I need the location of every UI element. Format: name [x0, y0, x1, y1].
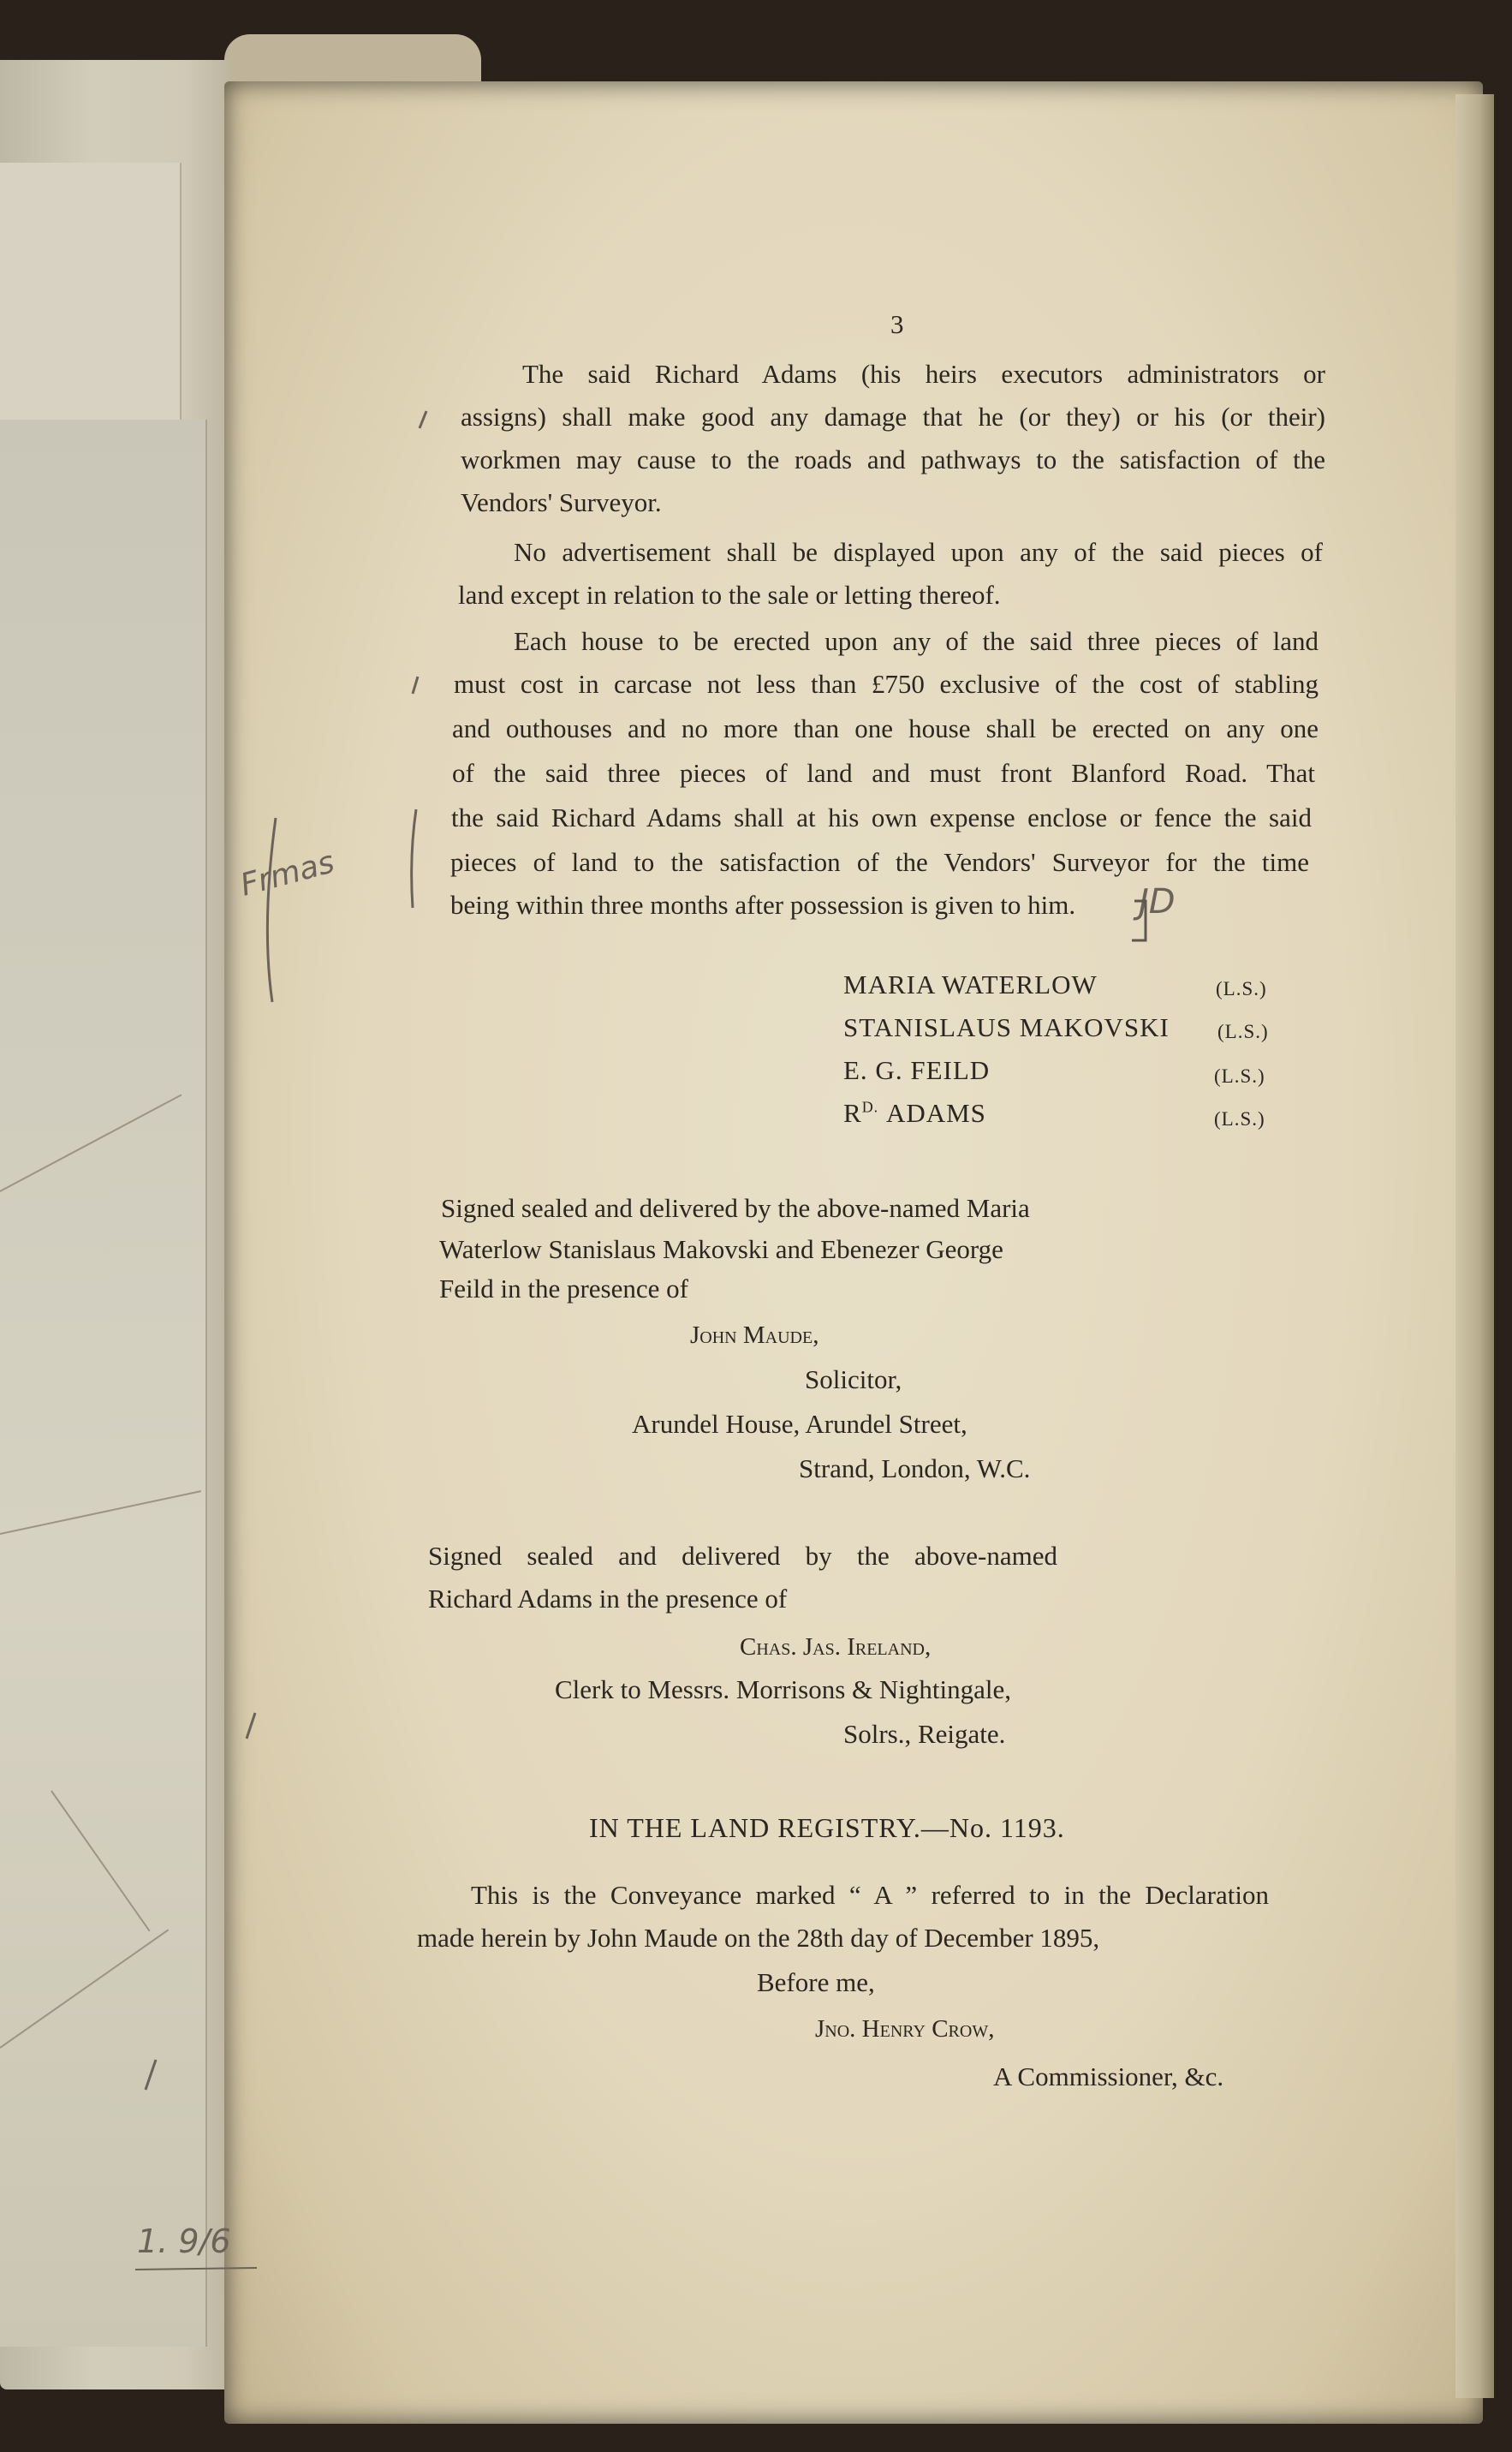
handwritten-initials: JD: [1139, 882, 1176, 922]
tick-mark: [247, 1713, 255, 1739]
body-line: pieces of land to the satisfaction of the Vendors' Surveyor for the time: [450, 847, 1309, 877]
body-line: assigns) shall make good any damage that he (or they) or his (or their): [461, 402, 1325, 432]
witness-line: Signed sealed and delivered by the above-named: [428, 1541, 1057, 1571]
body-line: of the said three pieces of land and must front Blanford Road. That: [452, 758, 1315, 788]
witness-name: Chas. Jas. Ireland,: [740, 1633, 932, 1661]
registry-line: This is the Conveyance marked “ A ” referred to in the Declaration: [471, 1880, 1269, 1910]
signatory-name: STANISLAUS MAKOVSKI: [843, 1012, 1170, 1042]
body-line: workmen may cause to the roads and pathways to the satisfaction of the: [461, 444, 1325, 474]
seal-mark: (L.S.): [1216, 978, 1267, 999]
margin-line: [267, 818, 276, 1002]
registry-before: Before me,: [757, 1967, 875, 1997]
margin-bracket: [412, 809, 416, 908]
body-line: Each house to be erected upon any of the said three pieces of land: [514, 626, 1319, 656]
witness-address: Strand, London, W.C.: [799, 1453, 1031, 1483]
body-line: Vendors' Surveyor.: [461, 487, 662, 517]
body-line: the said Richard Adams shall at his own expense enclose or fence the said: [451, 802, 1312, 832]
signatory-name: E. G. FEILD: [843, 1055, 991, 1085]
page-number: 3: [890, 309, 904, 339]
name-main: ADAMS: [885, 1098, 986, 1128]
body-line: must cost in carcase not less than £750 exclusive of the cost of stabling: [454, 669, 1319, 699]
margin-handwriting: Frmas: [236, 844, 338, 904]
body-line: being within three months after possession is given to him.: [450, 890, 1076, 920]
witness-role: Clerk to Messrs. Morrisons & Nightingale,: [555, 1674, 1011, 1704]
registry-line: made herein by John Maude on the 28th day of December 1895,: [417, 1923, 1100, 1953]
seal-mark: (L.S.): [1214, 1065, 1265, 1087]
underline-mark: [135, 2268, 257, 2270]
witness-address: Arundel House, Arundel Street,: [632, 1409, 967, 1439]
signatory-name: MARIA WATERLOW: [843, 969, 1098, 999]
witness-name: John Maude,: [690, 1321, 819, 1349]
registry-heading: IN THE LAND REGISTRY.—No. 1193.: [589, 1812, 1065, 1843]
name-superscript: D.: [861, 1098, 879, 1116]
witness-role: Solicitor,: [805, 1364, 902, 1394]
bottom-handwritten-note: 1. 9/6: [137, 2222, 231, 2260]
commissioner-name: Jno. Henry Crow,: [815, 2015, 995, 2043]
seal-mark: (L.S.): [1217, 1021, 1269, 1042]
commissioner-title: A Commissioner, &c.: [993, 2061, 1224, 2091]
tick-mark: [420, 411, 426, 428]
witness-line: Waterlow Stanislaus Makovski and Ebenezer George: [439, 1234, 1003, 1264]
body-line: land except in relation to the sale or letting thereof.: [458, 580, 1001, 610]
bracket-mark: [1132, 901, 1146, 940]
tick-mark: [413, 677, 418, 694]
body-line: No advertisement shall be displayed upon any of the said pieces of: [514, 537, 1323, 567]
witness-line: Richard Adams in the presence of: [428, 1584, 788, 1614]
tick-mark: [146, 2060, 156, 2090]
witness-line: Signed sealed and delivered by the above-named Maria: [441, 1193, 1030, 1223]
body-line: and outhouses and no more than one house shall be erected on any one: [452, 713, 1319, 743]
witness-address: Solrs., Reigate.: [843, 1719, 1006, 1749]
witness-line: Feild in the presence of: [439, 1274, 688, 1304]
seal-mark: (L.S.): [1214, 1108, 1265, 1130]
name-prefix: R: [843, 1098, 862, 1128]
body-line: The said Richard Adams (his heirs executors administrators or: [522, 359, 1325, 389]
